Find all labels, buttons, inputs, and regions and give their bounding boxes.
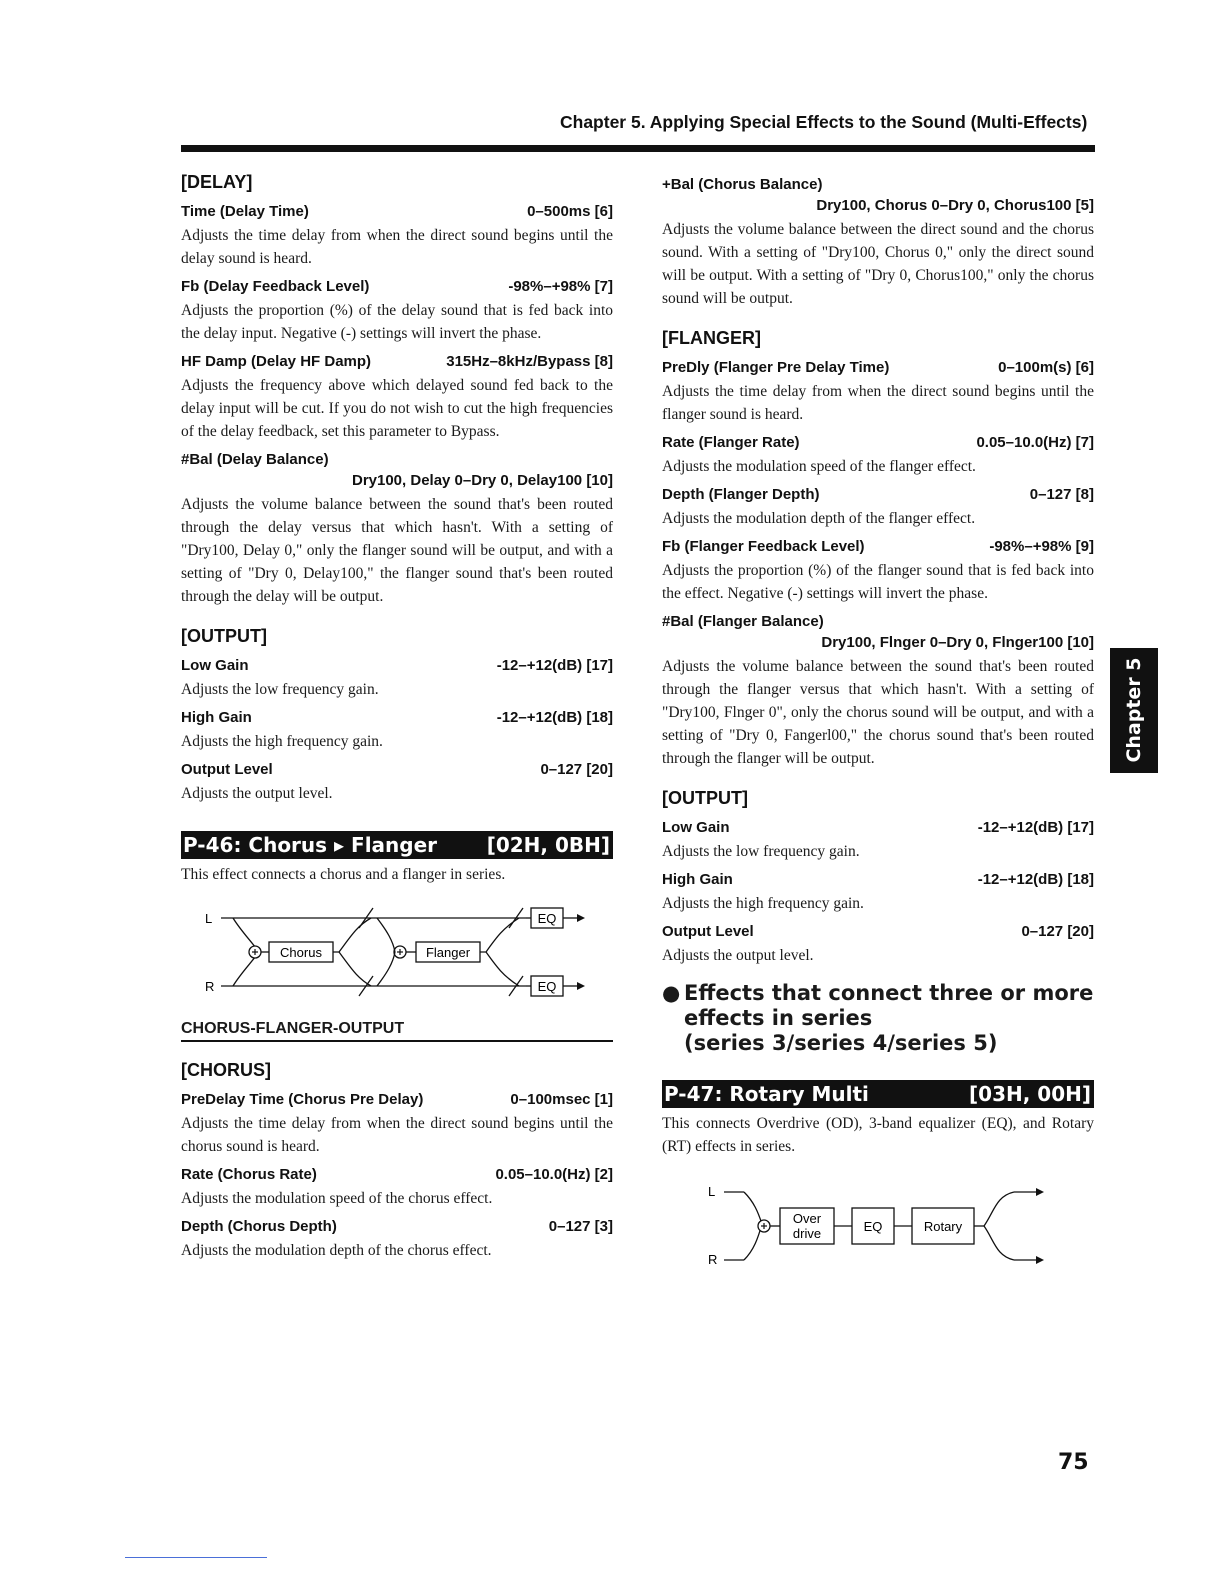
param-desc: Adjusts the modulation depth of the flanger effect. bbox=[662, 510, 976, 527]
param-desc: Adjusts the modulation depth of the chorus effect. bbox=[181, 1242, 492, 1259]
param-row bbox=[662, 871, 1094, 888]
param-row bbox=[181, 1218, 613, 1235]
param-name: Time (Delay Time) bbox=[181, 203, 309, 220]
series-heading-line: Effects that connect three or more bbox=[684, 981, 1094, 1005]
param-value: Dry100, Chorus 0–Dry 0, Chorus100 [5] bbox=[816, 197, 1094, 214]
diagram-chorus: Chorus bbox=[280, 945, 322, 960]
param-desc: Adjusts the volume balance between the sound that's been routed through the flanger versus that which hasn't. With a setting of "Dry100, Flnger 0", only the chorus sound will be output, and with a setting of "Dry 0, Fangerl00," the chorus sound that's been routed through the flanger will be output. bbox=[662, 658, 1094, 767]
p46-intro: This effect connects a chorus and a flanger in series. bbox=[181, 866, 506, 883]
param-value: 0–500ms [6] bbox=[527, 203, 613, 220]
param-name: #Bal (Delay Balance) bbox=[181, 451, 329, 468]
param-value: Dry100, Delay 0–Dry 0, Delay100 [10] bbox=[351, 472, 613, 489]
param-name: Depth (Flanger Depth) bbox=[662, 486, 820, 503]
param-value: 0–127 [8] bbox=[1029, 486, 1094, 503]
param-row bbox=[181, 278, 613, 295]
diagram-overdrive: Over bbox=[792, 1211, 822, 1226]
param-value: Dry100, Flnger 0–Dry 0, Flnger100 [10] bbox=[821, 634, 1094, 651]
param-desc: Adjusts the high frequency gain. bbox=[181, 733, 383, 750]
p47-intro: This connects Overdrive (OD), 3-band equalizer (EQ), and Rotary (RT) effects in series. bbox=[662, 1115, 1094, 1155]
diagram-label-r: R bbox=[708, 1252, 718, 1267]
param-name: Fb (Flanger Feedback Level) bbox=[662, 538, 865, 555]
param-name: +Bal (Chorus Balance) bbox=[662, 176, 823, 193]
param-value: 0.05–10.0(Hz) [7] bbox=[976, 434, 1094, 451]
diagram-rotary: Rotary bbox=[923, 1219, 963, 1234]
param-desc: Adjusts the output level. bbox=[181, 785, 333, 802]
diagram-label-r: R bbox=[205, 979, 215, 994]
param-row bbox=[181, 761, 613, 778]
diagram-eq: EQ bbox=[537, 911, 557, 926]
diagram-flanger: Flanger bbox=[425, 945, 471, 960]
series-heading-line: effects in series bbox=[684, 1006, 873, 1030]
chapter-side-tab-label: Chapter 5 bbox=[1123, 657, 1145, 763]
param-value: 0–127 [3] bbox=[548, 1218, 613, 1235]
param-row bbox=[662, 819, 1094, 836]
param-name: Low Gain bbox=[181, 657, 249, 674]
series-heading-line: (series 3/series 4/series 5) bbox=[684, 1031, 998, 1055]
param-name: High Gain bbox=[662, 871, 733, 888]
param-desc: Adjusts the low frequency gain. bbox=[181, 681, 379, 698]
param-row bbox=[181, 1166, 613, 1183]
param-row bbox=[662, 434, 1094, 451]
param-row bbox=[181, 657, 613, 674]
p47-code: [03H, 00H] bbox=[969, 1082, 1091, 1106]
param-name: Rate (Flanger Rate) bbox=[662, 434, 800, 451]
chorus-heading: [CHORUS] bbox=[181, 1060, 271, 1080]
diagram-label-l: L bbox=[708, 1184, 716, 1199]
param-desc: Adjusts the modulation speed of the flanger effect. bbox=[662, 458, 976, 475]
param-desc: Adjusts the volume balance between the direct sound and the chorus sound. With a setting of "Dry100, Chorus 0," only the direct sound will be output. With a setting of "Dry 0, Chorus100," only the chorus sound will be output. bbox=[662, 221, 1094, 307]
rotary-multi-diagram bbox=[662, 1172, 1094, 1272]
param-row bbox=[662, 359, 1094, 376]
param-value: -12–+12(dB) [18] bbox=[496, 709, 613, 726]
output-heading: [OUTPUT] bbox=[181, 626, 267, 646]
param-row bbox=[181, 1091, 613, 1108]
param-desc: Adjusts the time delay from when the direct sound begins until the flanger sound is heard. bbox=[662, 383, 1094, 423]
param-desc: Adjusts the proportion (%) of the delay sound that is fed back into the delay input. Negative (-) settings will invert the phase. bbox=[181, 302, 613, 342]
param-name: Output Level bbox=[662, 923, 754, 940]
param-desc: Adjusts the output level. bbox=[662, 947, 814, 964]
diagram-overdrive: drive bbox=[792, 1226, 822, 1241]
param-desc: Adjusts the proportion (%) of the flanger sound that is fed back into the effect. Negative (-) settings will invert the phase. bbox=[662, 562, 1094, 602]
param-value: -12–+12(dB) [17] bbox=[977, 819, 1094, 836]
param-row bbox=[662, 486, 1094, 503]
chain-title: CHORUS-FLANGER-OUTPUT bbox=[181, 1020, 613, 1042]
chapter-side-tab bbox=[1110, 648, 1158, 773]
left-column bbox=[181, 172, 613, 1262]
footer-line bbox=[125, 1557, 267, 1558]
header-rule bbox=[181, 145, 1095, 152]
param-name: Rate (Chorus Rate) bbox=[181, 1166, 317, 1183]
param-value: -98%–+98% [7] bbox=[508, 278, 613, 295]
page-number: 75 bbox=[1058, 1450, 1089, 1475]
param-desc: Adjusts the high frequency gain. bbox=[662, 895, 864, 912]
param-value: -12–+12(dB) [17] bbox=[496, 657, 613, 674]
param-name: PreDelay Time (Chorus Pre Delay) bbox=[181, 1091, 424, 1108]
param-name: Low Gain bbox=[662, 819, 730, 836]
diagram-eq: EQ bbox=[537, 979, 557, 994]
param-value: 315Hz–8kHz/Bypass [8] bbox=[446, 353, 613, 370]
delay-heading: [DELAY] bbox=[181, 172, 253, 192]
diagram-eq: EQ bbox=[863, 1219, 883, 1234]
param-desc: Adjusts the modulation speed of the chorus effect. bbox=[181, 1190, 493, 1207]
p46-title: P-46: Chorus ▸ Flanger bbox=[183, 833, 438, 857]
param-value: 0–100msec [1] bbox=[510, 1091, 613, 1108]
output-heading: [OUTPUT] bbox=[662, 788, 748, 808]
p46-code: [02H, 0BH] bbox=[486, 833, 610, 857]
param-row bbox=[662, 613, 1094, 651]
param-name: Depth (Chorus Depth) bbox=[181, 1218, 337, 1235]
param-desc: Adjusts the time delay from when the direct sound begins until the chorus sound is heard. bbox=[181, 1115, 613, 1155]
flanger-heading: [FLANGER] bbox=[662, 328, 761, 348]
param-name: Fb (Delay Feedback Level) bbox=[181, 278, 370, 295]
diagram-label-l: L bbox=[205, 911, 213, 926]
chapter-header: Chapter 5. Applying Special Effects to the Sound (Multi-Effects) bbox=[560, 112, 1088, 132]
param-name: #Bal (Flanger Balance) bbox=[662, 613, 824, 630]
param-name: High Gain bbox=[181, 709, 252, 726]
param-name: PreDly (Flanger Pre Delay Time) bbox=[662, 359, 890, 376]
p47-title-bar bbox=[662, 1080, 1094, 1108]
chorus-flanger-diagram bbox=[181, 896, 613, 1006]
series-heading bbox=[662, 981, 1094, 1056]
param-row bbox=[662, 923, 1094, 940]
param-desc: Adjusts the frequency above which delayed sound fed back to the delay input will be cut. If you do not wish to cut the high frequencies of the delay feedback, set this parameter to Bypass. bbox=[181, 377, 613, 440]
param-row bbox=[181, 203, 613, 220]
param-row bbox=[662, 176, 1094, 214]
param-value: -12–+12(dB) [18] bbox=[977, 871, 1094, 888]
param-row bbox=[662, 538, 1094, 555]
param-row bbox=[181, 451, 613, 489]
p47-title: P-47: Rotary Multi bbox=[664, 1082, 869, 1106]
param-value: 0.05–10.0(Hz) [2] bbox=[495, 1166, 613, 1183]
param-desc: Adjusts the low frequency gain. bbox=[662, 843, 860, 860]
param-desc: Adjusts the time delay from when the direct sound begins until the delay sound is heard. bbox=[181, 227, 613, 267]
param-name: HF Damp (Delay HF Damp) bbox=[181, 353, 372, 370]
param-value: 0–127 [20] bbox=[1021, 923, 1094, 940]
param-row bbox=[181, 709, 613, 726]
p46-title-bar bbox=[181, 831, 613, 859]
param-value: 0–100m(s) [6] bbox=[998, 359, 1094, 376]
bullet-icon: ● bbox=[662, 981, 681, 1005]
param-value: 0–127 [20] bbox=[540, 761, 613, 778]
param-row bbox=[181, 353, 613, 370]
param-desc: Adjusts the volume balance between the sound that's been routed through the delay versus that which hasn't. With a setting of "Dry100, Delay 0," only the flanger sound will be output, and with a setting of "Dry 0, Delay100," the flanger sound that's been routed through the delay will be output. bbox=[181, 496, 613, 605]
param-value: -98%–+98% [9] bbox=[989, 538, 1094, 555]
param-name: Output Level bbox=[181, 761, 273, 778]
right-column bbox=[662, 172, 1094, 1272]
